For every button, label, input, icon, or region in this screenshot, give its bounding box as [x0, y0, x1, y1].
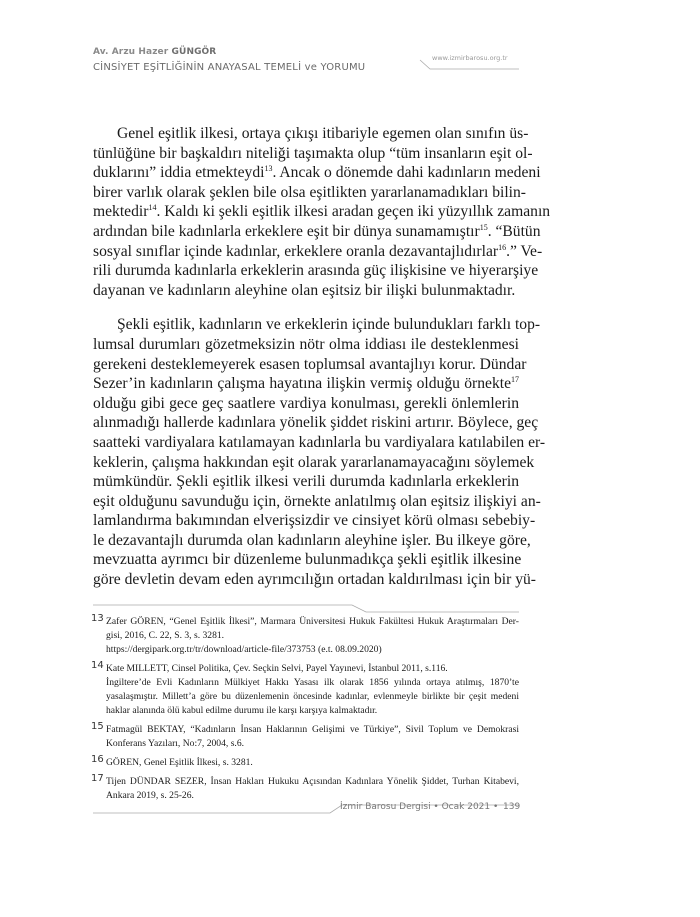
text-segment: .” Ve- [506, 242, 543, 260]
footnote-reference: 15 [479, 222, 488, 232]
footnotes [93, 615, 519, 808]
text-segment: lumsal durumları gözetmeksizin nötr olma iddiası ile desteklenmesi [93, 335, 519, 353]
text-line [93, 335, 519, 355]
footnote: 13 Zafer GÖREN, “Genel Eşitlik İlkesi”, Marmara Üniversitesi Hukuk Fakültesi Hukuk Araştırmaları Der- gisi, 2016, C. 22, S. 3, s. 3281. https://dergipark.org.tr/tr/download/article-file/373753 (e.t. 08.09.2020) [91, 613, 519, 655]
paragraph [93, 124, 551, 300]
text-segment: olduğu gibi gece geç saatlere vardiya konulması, gerekli önlemlerin [93, 394, 519, 412]
text-segment: . Ancak o dönemde dahi kadınların medeni [272, 164, 541, 182]
text-segment: sosyal sınıflar içinde kadınlar, erkeklere oranla dezavantajlıdırlar [93, 242, 499, 260]
website-url: www.izmirbarosu.org.tr [432, 54, 508, 62]
text-segment: eşit olduğunu savunduğu için, örnekte anlatılmış olan eşitsiz ilişkiyi an- [93, 492, 541, 510]
footnote-reference: 13 [264, 164, 273, 174]
footnote-line: Tijen DÜNDAR SEZER, İnsan Hakları Hukuku Açısından Kadınlara Yönelik Şiddet, Turhan Kitabevi, [106, 776, 519, 787]
text-segment: . “Bütün [487, 222, 541, 240]
text-segment: gerekeni desteklemeyerek esasen toplumsal avantajlıyı korur. Dündar [93, 355, 527, 373]
page-number: 139 [503, 802, 521, 812]
footnote-text [93, 723, 519, 751]
text-line [93, 355, 527, 375]
text-line [93, 374, 519, 394]
text-segment: tünlüğüne bir başkaldırı niteliği taşımakta olup “tüm insanların eşit ol- [93, 144, 533, 162]
text-line [93, 222, 541, 242]
text-line [93, 413, 539, 433]
text-segment: lamlandırma bakımından elverişsizdir ve cinsiyet körü olması sebebiy- [93, 512, 536, 530]
footnote: 15 Fatmagül BEKTAY, “Kadınların İnsan Haklarının Gelişimi ve Türkiye”, Sivil Toplum ve Demokrasi Konferans Yazıları, No:7, 2004, s.6. [91, 721, 519, 749]
article-title: CİNSİYET EŞİTLİĞİNİN ANAYASAL TEMELİ ve YORUMU [93, 62, 366, 73]
text-line [93, 261, 539, 281]
footnote-text [93, 756, 519, 770]
text-segment: Sezer’in kadınların çalışma hayatına ilişkin vermiş olduğu örnekte [93, 375, 511, 393]
footnote-line: https://dergipark.org.tr/tr/download/article-file/373753 (e.t. 08.09.2020) [106, 644, 382, 655]
footnote-separator [93, 605, 519, 612]
paragraph [93, 315, 546, 589]
footnote: 17 Tijen DÜNDAR SEZER, İnsan Hakları Hukuku Açısından Kadınlara Yönelik Şiddet, Turhan Kitabevi, Ankara 2019, s. 25-26. [91, 773, 519, 801]
footnote-line: gisi, 2016, C. 22, S. 3, s. 3281. [106, 630, 225, 641]
footnote-line: GÖREN, Genel Eşitlik İlkesi, s. 3281. [106, 757, 253, 768]
footnote-text [93, 662, 519, 718]
text-segment: Genel eşitlik ilkesi, ortaya çıkışı itibariyle egemen olan sınıfın üs- [117, 125, 529, 142]
footer-journal: İzmir Barosu Dergisi • Ocak 2021 • [340, 802, 499, 812]
text-segment: mümkündür. Şekli eşitlik ilkesi verili durumda kadınlarla erkeklerin [93, 473, 519, 491]
text-segment: alınmadığı hallerde kadınlara yönelik şiddet riskini artırır. Böylece, geç [93, 414, 539, 432]
footnote-reference: 16 [498, 242, 507, 252]
text-line [93, 570, 536, 590]
text-line [93, 492, 541, 512]
text-line [93, 453, 535, 473]
text-segment: mektedir [93, 203, 149, 221]
text-segment: göre devletin devam eden ayrımcılığın ortadan kaldırılması için bir yü- [93, 571, 536, 589]
footnote-line: Zafer GÖREN, “Genel Eşitlik İlkesi”, Marmara Üniversitesi Hukuk Fakültesi Hukuk Araştırmaları Der- [106, 616, 519, 627]
text-line [93, 183, 527, 203]
text-segment: ardından bile kadınlarla erkeklere eşit bir dünya sunamamıştır [93, 222, 480, 240]
text-segment: rili durumda kadınlarla erkeklerin arasında güç ilişkisine ve hiyerarşiye [93, 262, 539, 280]
footnote: 14 Kate MILLETT, Cinsel Politika, Çev. Seçkin Selvi, Payel Yayınevi, İstanbul 2011, s.116. İngiltere’de Evli Kadınların Mülkiyet Hakkı Yasası ilk olarak 1856 yılında ortaya atılmış, 1870’te yasalaşmıştır. Millett’a göre bu düzenlemenin öncesinde kadınlar, evlenmeyle birlikte bir çeşit medeni haklar alanında ölü kabul edilme durumu ile karşı karşıya kalmaktadır. [91, 660, 519, 716]
footnote-text [93, 775, 519, 803]
footnote-line: Fatmagül BEKTAY, “Kadınların İnsan Haklarının Gelişimi ve Türkiye”, Sivil Toplum ve Demokrasi [106, 724, 519, 735]
text-segment: keklerin, çalışma hakkından eşit olarak yararlanamayacağını söylemek [93, 453, 535, 471]
footnote-line: Konferans Yazıları, No:7, 2004, s.6. [106, 738, 245, 749]
text-line [93, 511, 536, 531]
footnote: 16 GÖREN, Genel Eşitlik İlkesi, s. 3281. [93, 756, 519, 770]
text-line [93, 202, 551, 222]
text-segment: Şekli eşitlik, kadınların ve erkeklerin içinde bulundukları farklı top- [117, 316, 541, 334]
text-segment: duklarını” iddia etmekteydi [93, 164, 265, 182]
text-line [93, 531, 531, 551]
footnote-line: haklar alanında ölü kabul edilme durumu ile karşı karşıya kalmaktadır. [106, 705, 378, 716]
text-segment: le dezavantajlı durumda olan kadınların aleyhine işler. Bu ilkeye göre, [93, 531, 531, 549]
text-segment: mevzuatta ayrımcı bir düzenleme bulunmadıkça şekli eşitlik ilkesine [93, 551, 522, 569]
footnote-line: Ankara 2019, s. 25-26. [106, 790, 194, 801]
article-body [93, 124, 551, 605]
footnote-line: İngiltere’de Evli Kadınların Mülkiyet Hakkı Yasası ilk olarak 1856 yılında ortaya atılmış, 1870’te [106, 677, 519, 688]
text-line [93, 242, 543, 262]
author-surname: GÜNGÖR [171, 47, 217, 57]
text-line [93, 144, 533, 164]
text-line [93, 472, 519, 492]
text-segment: dayanan ve kadınların aleyhine olan eşitsiz bir ilişki bulunmaktadır. [93, 281, 516, 299]
text-segment: birer varlık olarak şeklen bile olsa eşitlikten yararlanamadıkları bilin- [93, 183, 527, 201]
footnote-reference: 14 [148, 203, 157, 213]
author-name: Av. Arzu Hazer [93, 47, 172, 57]
header-rule [420, 60, 519, 69]
footnote-reference: 17 [511, 375, 519, 385]
text-line [93, 281, 519, 301]
text-line [93, 315, 541, 335]
text-line [93, 163, 541, 183]
text-line [93, 124, 529, 144]
footnote-text [93, 615, 519, 657]
text-line [93, 394, 519, 414]
footnote-line: Kate MILLETT, Cinsel Politika, Çev. Seçkin Selvi, Payel Yayınevi, İstanbul 2011, s.116. [106, 663, 448, 674]
text-segment: saatteki vardiyalara katılamayan kadınlarla bu vardiyalara katılabilen er- [93, 433, 546, 451]
text-line [93, 550, 522, 570]
footnote-line: yasalaşmıştır. Millett’a göre bu düzenlemenin öncesinde kadınlar, evlenmeyle birlikte bir çeşit medeni [106, 691, 519, 702]
text-segment: . Kaldı ki şekli eşitlik ilkesi aradan geçen iki yüzyıllık zamanın [156, 203, 551, 221]
text-line [93, 433, 546, 453]
